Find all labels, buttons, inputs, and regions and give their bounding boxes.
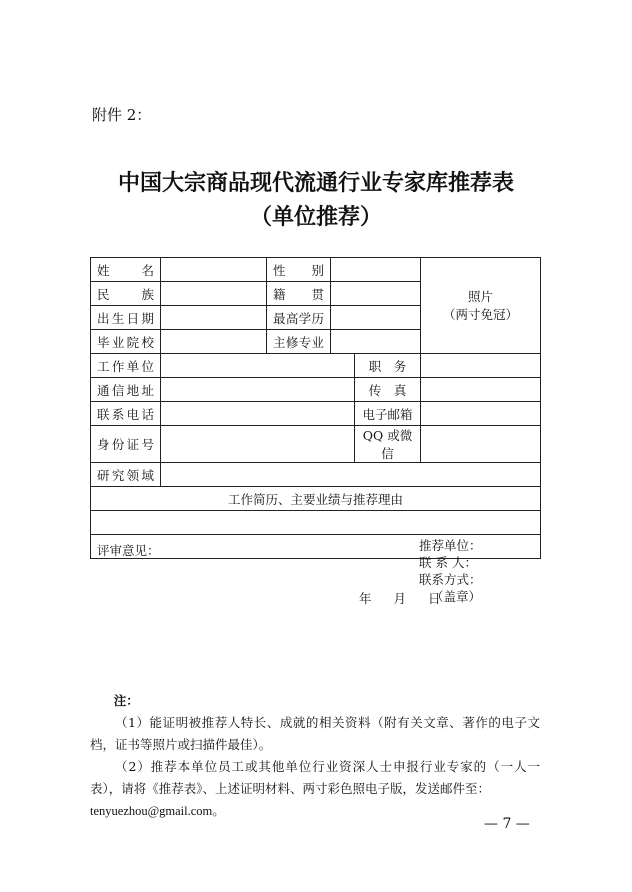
submission-email[interactable]: tenyuezhou@gmail.com。 <box>90 804 225 818</box>
attachment-label: 附件 2： <box>92 106 152 124</box>
recommender-contact-label: 联 系 人： <box>419 555 477 570</box>
field-research-field[interactable] <box>161 463 541 487</box>
field-fax[interactable] <box>421 378 541 402</box>
label-id-number: 身份证号 <box>91 426 161 463</box>
field-qq-wechat[interactable] <box>421 426 541 463</box>
form-row-address <box>91 378 541 402</box>
document-title: 中国大宗商品现代流通行业专家库推荐表 <box>117 170 514 196</box>
review-label: 评审意见： <box>97 543 160 558</box>
field-birth-date[interactable] <box>161 306 267 330</box>
field-id-number[interactable] <box>161 426 355 463</box>
label-school: 毕业院校 <box>91 330 161 354</box>
label-gender: 性 别 <box>267 258 331 282</box>
document-subtitle: （单位推荐） <box>249 204 382 230</box>
recommendation-form <box>90 257 541 606</box>
seal-label: （盖章） <box>431 589 482 604</box>
page-number: — 7 — <box>484 816 530 832</box>
field-school[interactable] <box>161 330 267 354</box>
field-education[interactable] <box>331 306 421 330</box>
form-row-resume <box>91 511 541 535</box>
form-row-name <box>91 258 541 282</box>
recommender-method-label: 联系方式： <box>419 572 482 587</box>
photo-box[interactable] <box>421 258 541 354</box>
resume-section-header: 工作简历、主要业绩与推荐理由 <box>91 487 541 511</box>
label-phone: 联系电话 <box>91 402 161 426</box>
field-name[interactable] <box>161 258 267 282</box>
field-ethnicity[interactable] <box>161 282 267 306</box>
field-work-unit[interactable] <box>161 354 355 378</box>
label-major: 主修专业 <box>267 330 331 354</box>
form-row-research <box>91 463 541 487</box>
label-ethnicity: 民 族 <box>91 282 161 306</box>
form-row-review <box>91 535 541 559</box>
note-item-2: （2）推荐本单位员工或其他单位行业资深人士申报行业专家的（一人一表），请将《推荐表》、上述证明材料、两寸彩色照电子版，发送邮件至： <box>90 759 540 796</box>
field-address[interactable] <box>161 378 355 402</box>
form-row-work-unit <box>91 354 541 378</box>
field-native-place[interactable] <box>331 282 421 306</box>
form-row-id <box>91 426 541 463</box>
photo-size-label: （两寸免冠） <box>442 306 518 322</box>
form-row-phone <box>91 402 541 426</box>
field-major[interactable] <box>331 330 421 354</box>
field-position[interactable] <box>421 354 541 378</box>
note-item-1: （1）能证明被推荐人特长、成就的相关资料（附有关文章、著作的电子文档，证书等照片或扫描件最佳）。 <box>90 715 540 752</box>
label-email: 电子邮箱 <box>355 402 421 426</box>
label-qq-wechat: QQ 或微信 <box>355 426 421 463</box>
label-name: 姓 名 <box>91 258 161 282</box>
notes-title: 注： <box>113 693 139 708</box>
photo-label: 照片 <box>467 288 493 304</box>
field-phone[interactable] <box>161 402 355 426</box>
label-native-place: 籍 贯 <box>267 282 331 306</box>
review-date: 年 月 日 <box>359 591 441 606</box>
label-work-unit: 工作单位 <box>91 354 161 378</box>
label-birth-date: 出生日期 <box>91 306 161 330</box>
label-fax: 传 真 <box>355 378 421 402</box>
label-position: 职 务 <box>355 354 421 378</box>
label-address: 通信地址 <box>91 378 161 402</box>
field-email[interactable] <box>421 402 541 426</box>
form-row-resume-header <box>91 487 541 511</box>
label-research-field: 研究领域 <box>91 463 161 487</box>
notes-section <box>90 690 540 822</box>
recommender-unit-label: 推荐单位： <box>419 538 482 553</box>
label-education: 最高学历 <box>267 306 331 330</box>
field-gender[interactable] <box>331 258 421 282</box>
